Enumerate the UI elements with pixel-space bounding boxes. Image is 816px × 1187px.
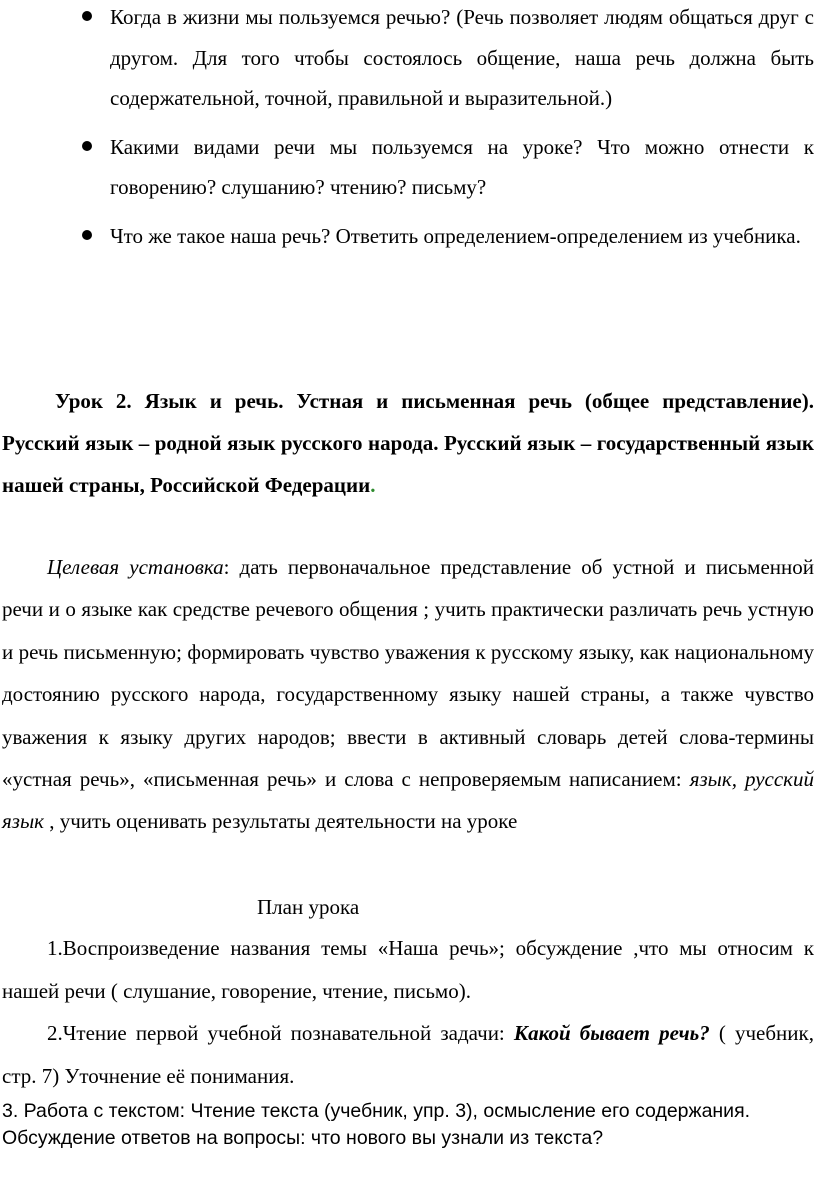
bullet-dot-icon bbox=[82, 230, 92, 240]
plan-item-2-end: ( учебник, стр. 7) Уточнение её понимания. bbox=[2, 1021, 814, 1088]
bullet-dot-icon bbox=[82, 141, 92, 151]
goal-colon: : bbox=[223, 555, 230, 579]
lesson-heading-text: Урок 2. Язык и речь. Устная и письменная речь (общее представление). Русский язык – родной язык русского народа. Русский язык – государственный язык нашей страны, Российской Федерации bbox=[2, 389, 814, 497]
bullet-item bbox=[110, 0, 814, 119]
bullet-text: Какими видами речи мы пользуемся на уроке? Что можно отнести к говорению? слушанию? чтению? письму? bbox=[110, 134, 814, 199]
lesson-heading bbox=[2, 380, 814, 506]
bullet-dot-icon bbox=[82, 11, 92, 21]
bullet-item bbox=[110, 127, 814, 208]
plan-item-2-question: Какой бывает речь? bbox=[513, 1021, 710, 1045]
goal-italic-words: язык, русский язык bbox=[2, 767, 814, 834]
plan-item-1: 1.Воспроизведение названия темы «Наша речь»; обсуждение ,что мы относим к нашей речи ( слушание, говорение, чтение, письмо). bbox=[2, 936, 814, 1003]
plan-item-2 bbox=[2, 1012, 814, 1097]
plan-item-3: 3. Работа с текстом: Чтение текста (учебник, упр. 3), осмысление его содержания. Обсуждение ответов на вопросы: что нового вы узнали из текста? bbox=[2, 1100, 751, 1149]
goal-paragraph bbox=[2, 546, 814, 843]
bullet-item bbox=[110, 216, 814, 257]
bullet-text: Что же такое наша речь? Ответить определением-определением из учебника. bbox=[110, 223, 801, 248]
bullet-text: Когда в жизни мы пользуемся речью? (Речь позволяет людям общаться друг с другом. Для того чтобы состоялось общение, наша речь должна быть содержательной, точной, правильной и выразительной.) bbox=[110, 5, 814, 110]
lesson-heading-end: . bbox=[370, 473, 376, 497]
question-bullet-list bbox=[0, 0, 816, 256]
goal-label: Целевая установка bbox=[47, 555, 224, 579]
plan-title: План урока bbox=[257, 895, 360, 919]
plan-item-2-start: 2.Чтение первой учебной познавательной задачи: bbox=[47, 1021, 514, 1045]
goal-tail: , учить оценивать результаты деятельности на уроке bbox=[44, 809, 518, 834]
goal-text: дать первоначальное представление об устной и письменной речи и о языке как средстве речевого общения ; учить практически различать речь устную и речь письменную; формировать чувство уважения к русскому языку, как национальному достоянию русского народа, государственному языку нашей страны, а также чувство уважения к языку других народов; ввести в активный словарь детей слова-термины «устная речь», «письменная речь» и слова с непроверяемым написанием: bbox=[2, 555, 814, 792]
